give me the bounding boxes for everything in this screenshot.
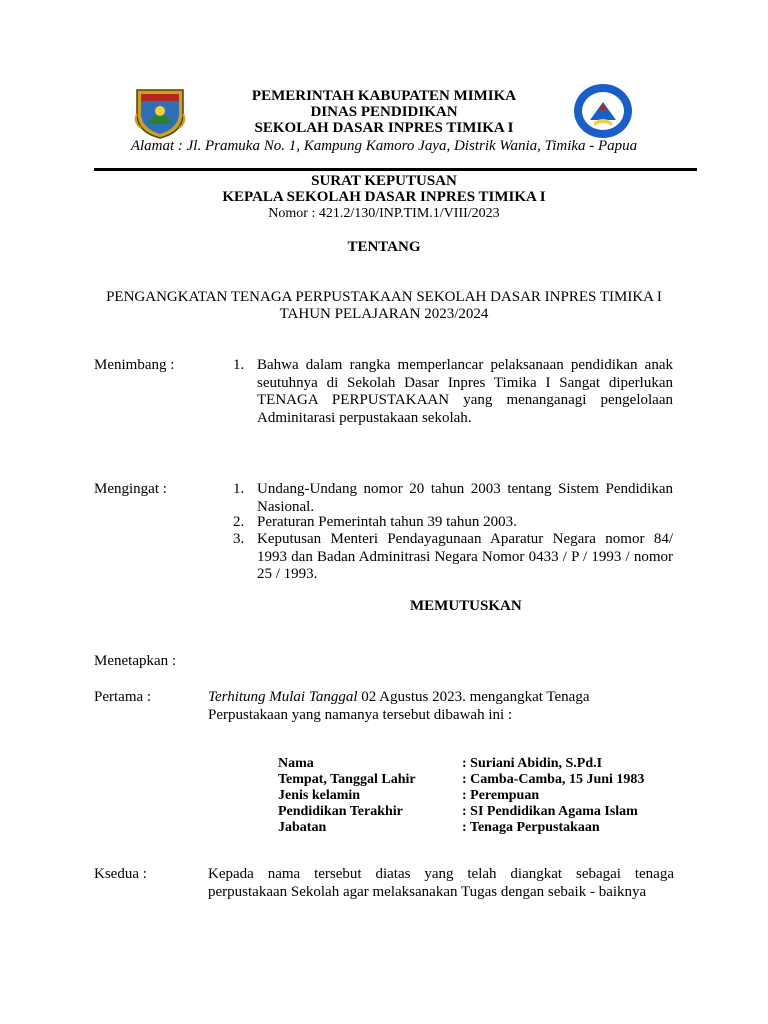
- pertama-text: [208, 689, 678, 724]
- effective-date-phrase: Terhitung Mulai Tanggal: [208, 689, 358, 705]
- employee-gender-label: Jenis kelamin: [278, 788, 361, 803]
- mengingat-item-number: 2.: [233, 514, 245, 530]
- pertama-rest: 02 Agustus 2023. mengangkat Tenaga: [357, 689, 590, 705]
- mengingat-label: Mengingat :: [94, 481, 167, 497]
- letterhead-department: DINAS PENDIDIKAN: [310, 104, 458, 120]
- employee-birth-label: Tempat, Tanggal Lahir: [278, 772, 416, 787]
- mengingat-item-text: [257, 514, 673, 532]
- memutuskan-heading: MEMUTUSKAN: [410, 598, 522, 614]
- kedua-label: Ksedua :: [94, 866, 147, 882]
- text-line: 1993 dan Badan Adminitrasi Negara Nomor 0433 / P / 1993 / nomor: [257, 548, 673, 565]
- employee-education-label: Pendidikan Terakhir: [278, 804, 403, 819]
- kedua-text: [208, 866, 674, 901]
- text-line: Undang-Undang nomor 20 tahun 2003 tentang Sistem Pendidikan: [257, 481, 673, 497]
- letterhead-government: PEMERINTAH KABUPATEN MIMIKA: [251, 88, 517, 104]
- pertama-label: Pertama :: [94, 689, 152, 705]
- employee-name-value: : Suriani Abidin, S.Pd.I: [462, 756, 603, 771]
- employee-position-value: : Tenaga Perpustakaan: [462, 820, 600, 835]
- mengingat-item-text: [257, 531, 673, 584]
- employee-education-value: : SI Pendidikan Agama Islam: [462, 804, 638, 819]
- letterhead-divider: [94, 168, 697, 171]
- memutuskan-wrapper: [0, 598, 768, 615]
- menimbang-label: Menimbang :: [94, 357, 175, 373]
- decree-subject: PENGANGKATAN TENAGA PERPUSTAKAAN SEKOLAH DASAR INPRES TIMIKA I: [106, 289, 662, 305]
- decree-number: Nomor : 421.2/130/INP.TIM.1/VIII/2023: [268, 206, 500, 221]
- menetapkan-label: Menetapkan :: [94, 653, 177, 669]
- mengingat-item-text: [257, 481, 673, 516]
- letterhead-school: SEKOLAH DASAR INPRES TIMIKA I: [254, 120, 514, 136]
- mengingat-item-number: 1.: [233, 481, 245, 497]
- tentang-heading: TENTANG: [347, 239, 421, 255]
- text-line: 25 / 1993.: [257, 566, 318, 582]
- text-line: TENAGA PERPUSTAKAAN yang menanganagi pengelolaan: [257, 392, 673, 408]
- text-line: Nasional.: [257, 498, 315, 515]
- text-line: Peraturan Pemerintah tahun 39 tahun 2003.: [257, 514, 517, 530]
- employee-gender-value: : Perempuan: [462, 788, 540, 803]
- menimbang-item-text: [257, 357, 673, 427]
- employee-position-label: Jabatan: [278, 820, 327, 835]
- menimbang-item-number: 1.: [233, 357, 245, 373]
- text-line: seutuhnya di Sekolah Dasar Inpres Timika I Sangat diperlukan: [257, 374, 673, 391]
- employee-name-label: Nama: [278, 756, 314, 771]
- text-line: perpustakaan Sekolah agar melaksanakan Tugas dengan sebaik - baiknya: [208, 883, 647, 900]
- text-line: [208, 689, 678, 707]
- text-line: Bahwa dalam rangka memperlancar pelaksanaan pendidikan anak: [257, 357, 673, 373]
- decree-title: SURAT KEPUTUSAN: [311, 173, 457, 189]
- decree-issuer: KEPALA SEKOLAH DASAR INPRES TIMIKA I: [222, 189, 546, 205]
- text-line: Adminitarasi perpustakaan sekolah.: [257, 409, 472, 426]
- text-line: Keputusan Menteri Pendayagunaan Aparatur Negara nomor 84/: [257, 531, 673, 547]
- text-line: Kepada nama tersebut diatas yang telah diangkat sebagai tenaga: [208, 866, 674, 882]
- text-line: Perpustakaan yang namanya tersebut dibawah ini :: [208, 706, 513, 723]
- letterhead-address: Alamat : Jl. Pramuka No. 1, Kampung Kamoro Jaya, Distrik Wania, Timika - Papua: [130, 138, 638, 154]
- decree-subject-year: TAHUN PELAJARAN 2023/2024: [279, 306, 489, 322]
- employee-birth-value: : Camba-Camba, 15 Juni 1983: [462, 772, 645, 787]
- mengingat-item-number: 3.: [233, 531, 245, 547]
